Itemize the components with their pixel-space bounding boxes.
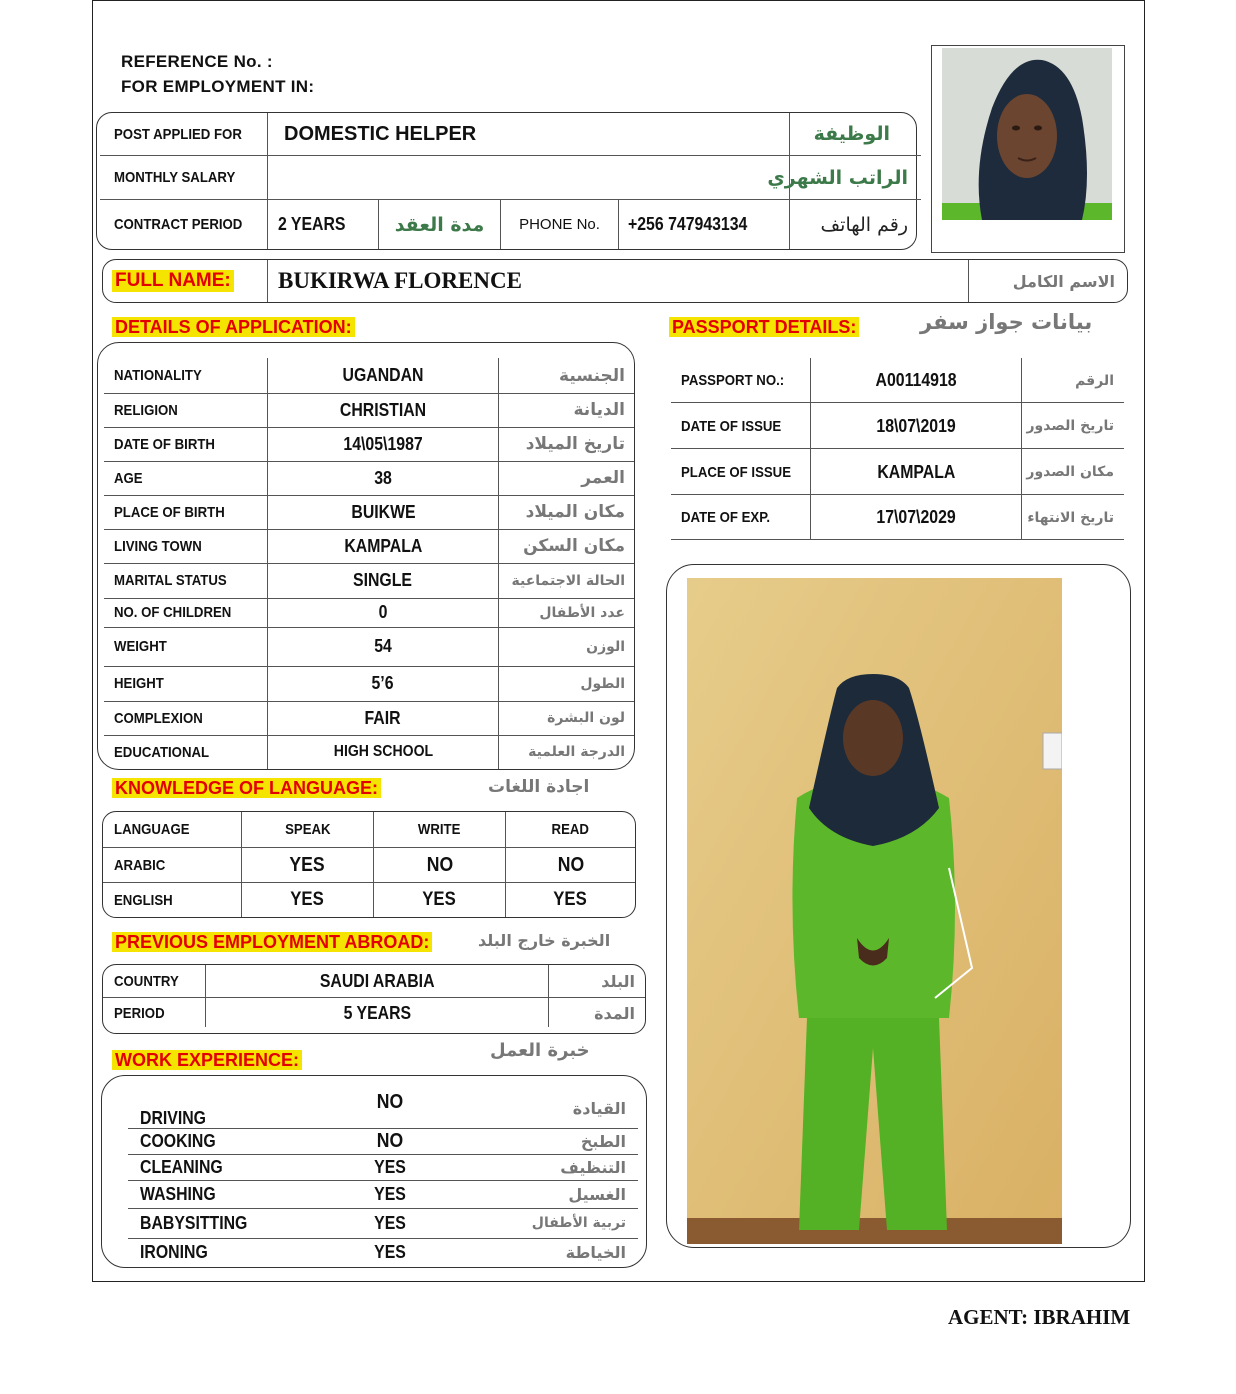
passport-row-arabic: تاريخ الصدور xyxy=(1026,418,1114,434)
application-heading: DETAILS OF APPLICATION: xyxy=(112,317,355,338)
passport-row-value: KAMPALA xyxy=(876,461,956,482)
work-skill-value: YES xyxy=(374,1241,406,1262)
application-row-arabic: لون البشرة xyxy=(547,710,625,726)
work-skill-value: YES xyxy=(374,1156,406,1177)
application-row-label: AGE xyxy=(114,469,143,487)
work-skill-value: NO xyxy=(376,1090,404,1113)
application-row-arabic: عدد الأطفال xyxy=(539,604,625,621)
language-name: ARABIC xyxy=(114,856,166,874)
language-skill-value: YES xyxy=(422,889,457,910)
passport-row-label: PLACE OF ISSUE xyxy=(681,463,792,481)
application-row-label: PLACE OF BIRTH xyxy=(114,503,225,521)
language-column-header: LANGUAGE xyxy=(114,821,190,838)
language-skill-value: NO xyxy=(557,853,584,876)
work-skill-value: YES xyxy=(374,1183,406,1204)
work-skill-arabic: الغسيل xyxy=(568,1184,626,1204)
application-row-label: COMPLEXION xyxy=(114,709,203,727)
monthly-salary-arabic: الراتب الشهري xyxy=(767,166,908,189)
language-heading-arabic: اجادة اللغات xyxy=(488,777,590,797)
language-skill-value: YES xyxy=(290,889,325,910)
previous-employment-value: 5 YEARS xyxy=(343,1002,411,1023)
application-row-value: CHRISTIAN xyxy=(339,399,427,420)
work-skill-arabic: التنظيف xyxy=(560,1157,626,1177)
application-row-value: 0 xyxy=(378,602,388,622)
work-skill-arabic: تربية الأطفال xyxy=(531,1215,626,1231)
application-row-arabic: الوزن xyxy=(586,638,625,655)
previous-employment-value: SAUDI ARABIA xyxy=(319,970,435,991)
application-row-value: BUIKWE xyxy=(350,501,416,522)
language-column-header: READ xyxy=(551,821,590,838)
full-name-arabic: الاسم الكامل xyxy=(1012,271,1115,291)
portrait-photo xyxy=(931,45,1125,253)
reference-number-label: REFERENCE No. : xyxy=(121,52,273,71)
application-row-arabic: تاريخ الميلاد xyxy=(525,434,625,454)
work-experience-heading: WORK EXPERIENCE: xyxy=(112,1050,302,1071)
application-row-value: KAMPALA xyxy=(343,535,423,556)
work-skill-arabic: القيادة xyxy=(572,1098,626,1118)
work-skill-label: COOKING xyxy=(140,1130,216,1151)
application-row-value: SINGLE xyxy=(353,570,413,590)
phone-value: +256 747943134 xyxy=(628,214,748,234)
application-row-arabic: الديانة xyxy=(573,400,625,420)
application-row-value: 38 xyxy=(374,467,392,488)
language-heading: KNOWLEDGE OF LANGUAGE: xyxy=(112,778,381,799)
application-row-label: NO. OF CHILDREN xyxy=(114,604,232,621)
application-row-label: NATIONALITY xyxy=(114,367,202,384)
contract-period-arabic: مدة العقد xyxy=(394,213,485,236)
passport-row-value: 18\07\2019 xyxy=(876,415,956,436)
contract-period-value: 2 YEARS xyxy=(278,214,346,234)
application-row-arabic: مكان الميلاد xyxy=(525,502,625,522)
application-row-value: HIGH SCHOOL xyxy=(333,743,433,760)
language-column-header: WRITE xyxy=(418,821,461,838)
phone-arabic: رقم الهاتف xyxy=(820,213,908,236)
post-applied-arabic: الوظيفة xyxy=(813,123,890,145)
phone-label: PHONE No. xyxy=(519,216,600,233)
previous-employment-label: PERIOD xyxy=(114,1004,165,1022)
application-row-arabic: الحالة الاجتماعية xyxy=(511,572,625,589)
work-skill-value: NO xyxy=(376,1129,404,1152)
language-name: ENGLISH xyxy=(114,891,173,909)
previous-employment-arabic: البلد xyxy=(601,971,635,991)
passport-row-arabic: تاريخ الانتهاء xyxy=(1027,509,1114,526)
application-row-label: HEIGHT xyxy=(114,675,164,692)
passport-heading-arabic: بيانات جواز سفر xyxy=(920,310,1093,334)
post-applied-value: DOMESTIC HELPER xyxy=(284,122,477,145)
language-skill-value: NO xyxy=(426,853,453,876)
passport-row-arabic: مكان الصدور xyxy=(1026,464,1114,480)
work-skill-value: YES xyxy=(374,1212,406,1233)
application-row-label: WEIGHT xyxy=(114,638,167,655)
passport-row-label: DATE OF EXP. xyxy=(681,509,771,526)
application-row-arabic: مكان السكن xyxy=(523,536,625,556)
employment-in-label: FOR EMPLOYMENT IN: xyxy=(121,77,315,96)
application-row-value: 54 xyxy=(374,636,392,656)
application-row-arabic: العمر xyxy=(581,468,625,488)
application-row-label: EDUCATIONAL xyxy=(114,743,210,761)
previous-employment-heading: PREVIOUS EMPLOYMENT ABROAD: xyxy=(112,932,432,953)
application-row-value: 14\05\1987 xyxy=(343,433,423,454)
work-skill-arabic: الطبخ xyxy=(580,1131,626,1151)
contract-period-label: CONTRACT PERIOD xyxy=(114,216,243,233)
language-skill-value: YES xyxy=(289,853,326,876)
application-row-value: 5’6 xyxy=(371,673,395,693)
application-row-label: DATE OF BIRTH xyxy=(114,435,215,453)
application-row-label: RELIGION xyxy=(114,401,178,419)
monthly-salary-label: MONTHLY SALARY xyxy=(114,169,236,186)
work-skill-label: DRIVING xyxy=(140,1107,207,1128)
application-row-label: MARITAL STATUS xyxy=(114,572,227,589)
application-row-value: FAIR xyxy=(364,707,402,728)
work-skill-label: WASHING xyxy=(140,1183,216,1204)
full-name-value: BUKIRWA FLORENCE xyxy=(278,268,522,293)
passport-row-label: DATE OF ISSUE xyxy=(681,417,782,435)
work-experience-heading-arabic: خبرة العمل xyxy=(490,1040,590,1061)
previous-employment-label: COUNTRY xyxy=(114,972,179,990)
passport-row-value: A00114918 xyxy=(875,370,957,390)
work-skill-label: IRONING xyxy=(140,1241,208,1262)
previous-employment-arabic: المدة xyxy=(594,1003,635,1023)
full-name-label: FULL NAME: xyxy=(112,260,234,302)
previous-employment-heading-arabic: الخبرة خارج البلد xyxy=(478,931,611,950)
passport-row-label: PASSPORT NO.: xyxy=(681,372,785,389)
work-skill-label: CLEANING xyxy=(140,1156,223,1177)
language-column-header: SPEAK xyxy=(284,821,331,838)
application-row-label: LIVING TOWN xyxy=(114,537,202,555)
application-row-value: UGANDAN xyxy=(342,365,424,385)
work-skill-arabic: الخياطة xyxy=(565,1242,626,1262)
full-body-photo xyxy=(666,564,1131,1248)
passport-row-arabic: الرقم xyxy=(1075,372,1114,389)
passport-heading: PASSPORT DETAILS: xyxy=(669,317,859,338)
language-skill-value: YES xyxy=(553,889,588,910)
work-skill-label: BABYSITTING xyxy=(140,1212,248,1233)
application-row-arabic: الطول xyxy=(580,675,625,692)
passport-row-value: 17\07\2029 xyxy=(876,507,956,527)
post-applied-label: POST APPLIED FOR xyxy=(114,125,242,143)
application-row-arabic: الدرجة العلمية xyxy=(528,744,625,760)
application-row-arabic: الجنسية xyxy=(559,365,625,386)
agent-label: AGENT: IBRAHIM xyxy=(948,1305,1131,1329)
